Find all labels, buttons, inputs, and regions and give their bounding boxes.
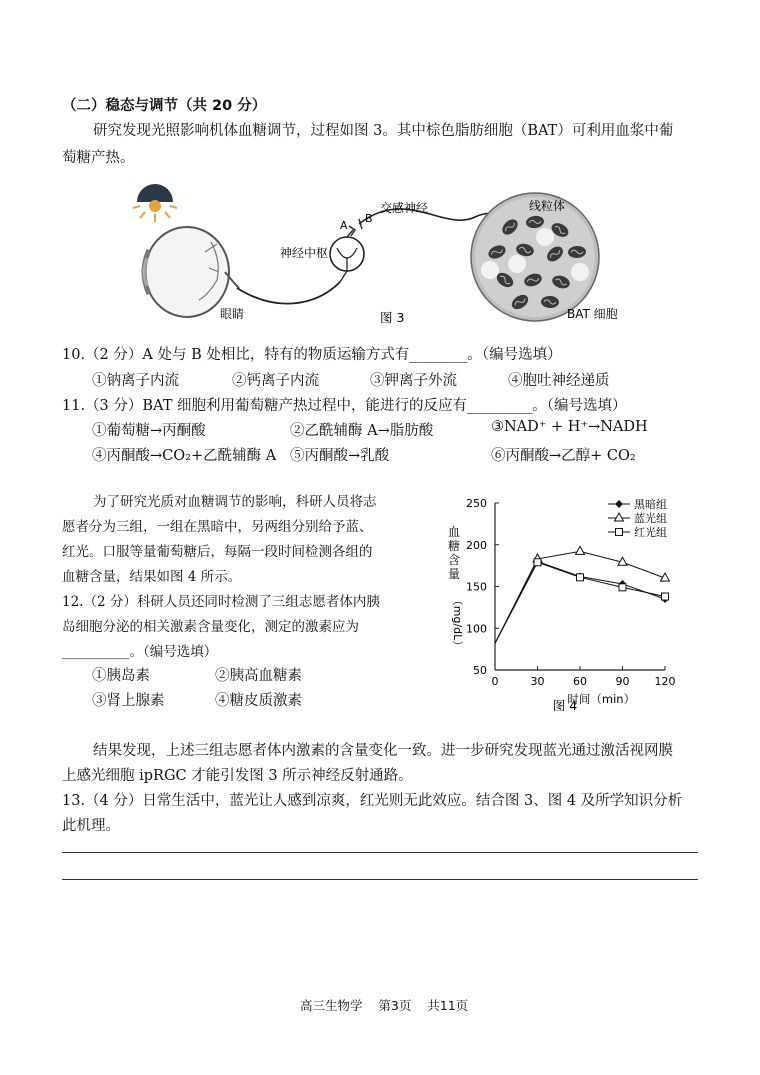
q12-line-1: 12.（2 分）科研人员还同时检测了三组志愿者体内胰: [62, 594, 380, 610]
study-line-1: 为了研究光质对血糖调节的影响，科研人员将志: [93, 494, 377, 510]
label-eye: 眼睛: [220, 307, 245, 321]
y-axis-label-char: 血: [447, 525, 461, 539]
y-tick-label: 200: [466, 538, 487, 552]
series-line-1: [495, 551, 665, 643]
data-point: [534, 559, 541, 566]
q11-option-3[interactable]: ③NAD⁺ + H⁺→NADH: [491, 419, 648, 435]
y-axis-label-char: 量: [447, 567, 461, 581]
q13-line-1: 13.（4 分）日常生活中，蓝光让人感到凉爽，红光则无此效应。结合图 3、图 4 及所学知识分析: [62, 793, 683, 809]
intro-line-2: 萄糖产热。: [62, 150, 135, 166]
x-tick-label: 120: [654, 675, 676, 688]
q10-option-1[interactable]: ①钠离子内流: [92, 373, 179, 389]
eye-icon: [144, 227, 239, 317]
legend-marker: [615, 500, 623, 508]
label-b: B: [365, 212, 373, 225]
lipid-droplet: [481, 261, 499, 279]
lipid-droplet: [571, 263, 589, 281]
q12-option-4[interactable]: ④糖皮质激素: [215, 693, 302, 709]
study-line-2: 愿者分为三组，一组在黑暗中，另两组分别给予蓝、: [62, 519, 373, 535]
data-point: [662, 593, 669, 600]
answer-line-1[interactable]: [62, 852, 698, 853]
section-title: （二）稳态与调节（共 20 分）: [62, 98, 267, 114]
result-line-1: 结果发现，上述三组志愿者体内激素的含量变化一致。进一步研究发现蓝光通过激活视网膜: [93, 743, 673, 759]
label-a: A: [340, 219, 348, 232]
q11-option-1[interactable]: ①葡萄糖→丙酮酸: [92, 423, 206, 439]
y-tick-label: 100: [466, 622, 487, 636]
y-axis-label-char: 含: [447, 553, 461, 567]
result-line-2: 上感光细胞 ipRGC 才能引发图 3 所示神经反射通路。: [62, 768, 413, 784]
page-footer: 高三生物学 第3页 共11页: [300, 998, 469, 1013]
q12-line-3: __________。（编号选填）: [62, 644, 218, 660]
legend-label: 红光组: [634, 526, 667, 539]
legend-marker: [615, 513, 624, 521]
q11-option-5[interactable]: ⑤丙酮酸→乳酸: [290, 448, 390, 464]
q10-option-4[interactable]: ④胞吐神经递质: [508, 373, 610, 389]
q10-option-2[interactable]: ②钙离子内流: [232, 373, 319, 389]
data-point: [619, 584, 626, 591]
neural-center-icon: [330, 237, 364, 282]
q12-option-1[interactable]: ①胰岛素: [92, 668, 150, 684]
q13-line-2: 此机理。: [62, 818, 120, 834]
q10-option-3[interactable]: ③钾离子外流: [370, 373, 457, 389]
q10-stem: 10.（2 分）A 处与 B 处相比，特有的物质运输方式有________。（编号选填）: [62, 347, 562, 363]
q12-option-3[interactable]: ③肾上腺素: [92, 693, 165, 709]
lamp-icon: [133, 184, 177, 222]
q12-line-2: 岛细胞分泌的相关激素含量变化，测定的激素应为: [62, 619, 359, 635]
lipid-droplet: [536, 228, 554, 246]
q11-option-4[interactable]: ④丙酮酸→CO₂+乙酰辅酶 A: [92, 448, 277, 464]
q11-option-6[interactable]: ⑥丙酮酸→乙醇+ CO₂: [491, 448, 636, 464]
y-axis-unit: （mg/dL）: [451, 594, 464, 652]
x-tick-label: 60: [573, 675, 587, 688]
figure-4-caption: 图 4: [552, 698, 578, 713]
q12-option-2[interactable]: ②胰高血糖素: [215, 668, 302, 684]
legend-label: 蓝光组: [634, 512, 667, 525]
x-tick-label: 30: [530, 675, 545, 688]
answer-line-2[interactable]: [62, 879, 698, 880]
x-axis-label: 时间（min）: [567, 692, 636, 706]
intro-line-1: 研究发现光照影响机体血糖调节，过程如图 3。其中棕色脂肪细胞（BAT）可利用血浆中葡: [93, 123, 674, 139]
label-sympathetic: 交感神经: [380, 201, 429, 215]
data-point: [577, 574, 584, 581]
q11-option-2[interactable]: ②乙酰辅酶 A→脂肪酸: [290, 423, 434, 439]
y-tick-label: 150: [466, 580, 487, 594]
figure-4-chart: [440, 488, 690, 718]
label-bat-cell: BAT 细胞: [567, 307, 618, 321]
legend-label: 黑暗组: [634, 498, 667, 511]
q11-stem: 11.（3 分）BAT 细胞利用葡萄糖产热过程中，能进行的反应有_________。（编号选填）: [62, 398, 627, 414]
y-tick-label: 50: [473, 664, 487, 677]
study-line-4: 血糖含量，结果如图 4 所示。: [62, 569, 242, 585]
x-tick-label: 90: [615, 675, 630, 688]
x-tick-label: 0: [491, 675, 499, 688]
study-line-3: 红光。口服等量葡萄糖后，每隔一段时间检测各组的: [62, 544, 373, 560]
label-mitochondria: 线粒体: [529, 199, 566, 213]
lipid-droplet: [508, 255, 526, 273]
data-point: [576, 546, 585, 554]
figure-3-caption: 图 3: [380, 310, 405, 325]
figure-3: [125, 172, 630, 332]
legend-marker: [616, 529, 623, 536]
label-neural-center: 神经中枢: [280, 246, 329, 260]
y-axis-label-char: 糖: [447, 539, 461, 553]
y-tick-label: 250: [466, 497, 487, 510]
